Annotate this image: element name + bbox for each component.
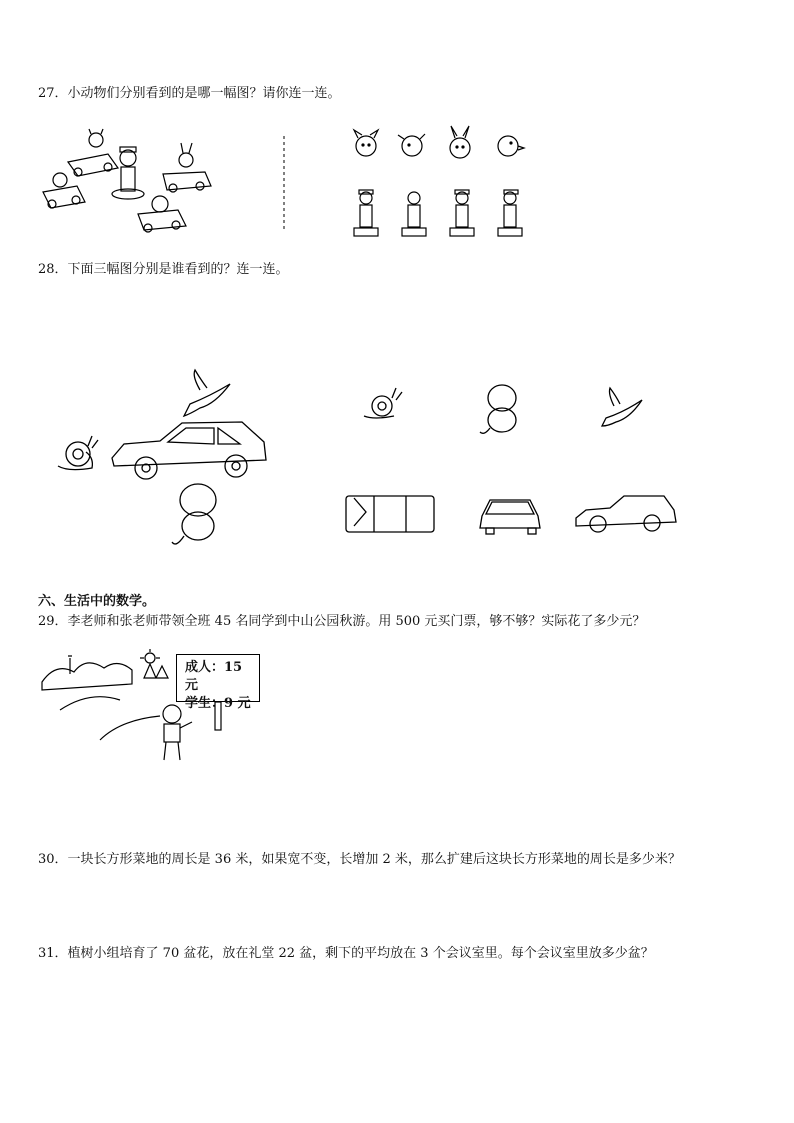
question-28: 28．下面三幅图分别是谁看到的？连一连。 [38, 262, 289, 277]
q27-divider [282, 136, 286, 230]
q28-viewer-row [362, 382, 662, 438]
adult-price: 成人：15 元 [185, 660, 243, 693]
park-scene-illustration [40, 650, 180, 766]
student-price: 学生：9 元 [185, 696, 251, 711]
question-29: 29．李老师和张老师带领全班 45 名同学到中山公园秋游。用 500 元买门票，够不够？实际花了多少元？ [38, 614, 646, 629]
q28-scene-illustration [50, 368, 280, 550]
q28-car-views-row [344, 490, 676, 538]
question-27: 27．小动物们分别看到的是哪一幅图？请你连一连。 [38, 86, 341, 101]
ticket-price-sign [176, 654, 260, 711]
police-views-row [352, 188, 532, 240]
animal-heads-row [352, 126, 532, 162]
sign-post [213, 702, 223, 730]
q27-scene-illustration [38, 122, 238, 242]
section-6-title: 六、生活中的数学。 [38, 594, 156, 609]
question-30: 30．一块长方形菜地的周长是 36 米，如果宽不变，长增加 2 米，那么扩建后这块长方形菜地的周长是多少米？ [38, 852, 681, 867]
question-31: 31．植树小组培育了 70 盆花，放在礼堂 22 盆，剩下的平均放在 3 个会议室里。每个会议室里放多少盆？ [38, 946, 654, 961]
